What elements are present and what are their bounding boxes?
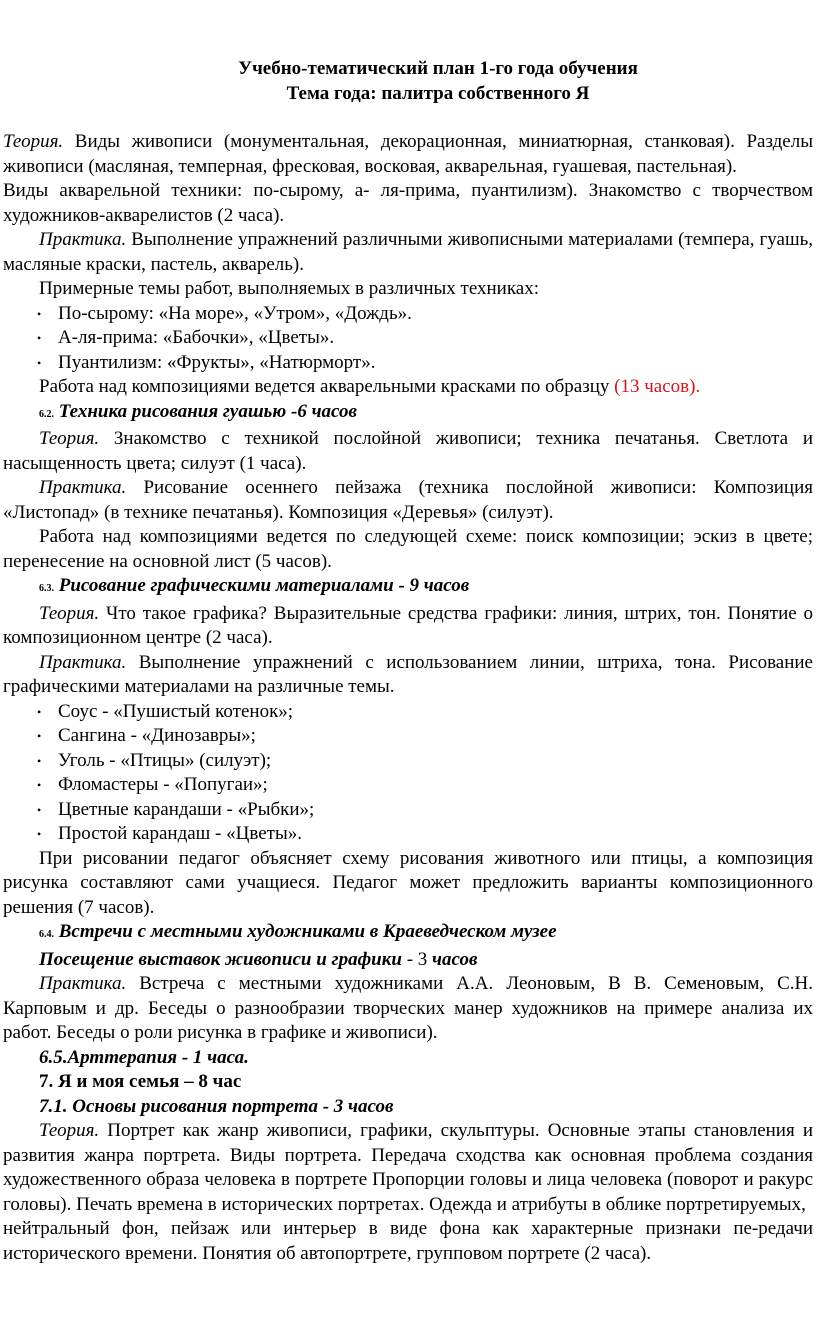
theory-paragraph (3, 1119, 813, 1217)
list-item: • Пуантилизм: «Фрукты», «Натюрморт». (3, 351, 813, 376)
page-subtitle: Тема года: палитра собственного Я (286, 83, 590, 104)
practice-paragraph (3, 651, 813, 700)
practice-label: Практика. (39, 651, 127, 673)
subheading-text: Посещение выставок живописи и графики (39, 948, 402, 970)
work-paragraph (3, 375, 813, 400)
section-heading-7: 7. Я и моя семья – 8 час (39, 1071, 242, 1092)
section-heading-6-4 (3, 920, 813, 948)
section-number: 6.4. (39, 929, 54, 940)
list-item: • Фломастеры - «Попугаи»; (3, 773, 813, 798)
theory-paragraph (3, 130, 813, 179)
section-heading-6-3 (3, 574, 813, 602)
watercolor-paragraph: Виды акварельной техники: по-сырому, а- ля-прима, пуантилизм). Знакомство с творчеством художников-акварелистов (2 часа). (3, 180, 813, 226)
theory-label: Теория. (39, 602, 100, 624)
theory-text: Что такое графика? Выразительные средства графики: линия, штрих, тон. Понятие о композиционном центре (2 часа). (3, 602, 813, 648)
section-subheading (3, 948, 813, 973)
theory-paragraph (3, 602, 813, 651)
theory-label: Теория. (39, 428, 100, 449)
theory-text: Портрет как жанр живописи, графики, скульптуры. Основные этапы становления и развития жанра портрета. Виды портрета. Передача сходства как основная проблема создания художественного образа человека в портрете Пропорции головы и лица человека (поворот и ракурс головы). Печать времена в исторических портретах. Одежда и атрибуты в облике портретируемых, (3, 1120, 813, 1215)
spacer (3, 106, 813, 130)
section-title: Рисование графическими материалами - 9 часов (54, 575, 470, 596)
section-number: 6.2. (39, 408, 54, 420)
list-item: • Простой карандаш - «Цветы». (3, 822, 813, 847)
theory-label: Теория. (3, 131, 64, 152)
practice-paragraph (3, 972, 813, 1046)
materials-list (3, 700, 813, 847)
list-item: • Цветные карандаши - «Рыбки»; (3, 798, 813, 823)
section-heading-6-5: 6.5.Арттерапия - 1 часа. (39, 1046, 249, 1068)
list-item: • Соус - «Пушистый котенок»; (3, 700, 813, 725)
list-item: • Уголь - «Птицы» (силуэт); (3, 749, 813, 774)
list-item: • Сангина - «Динозавры»; (3, 724, 813, 749)
practice-text: Рисование осеннего пейзажа (техника послойной живописи: Композиция «Листопад» (в технике печатанья). Композиция «Деревья» (силуэт). (3, 477, 813, 523)
section-title: Встречи с местными художниками в Краеведческом музее (54, 921, 557, 942)
list-item: • А-ля-прима: «Бабочки», «Цветы». (3, 326, 813, 351)
page-title: Учебно-тематический план 1-го года обучения (238, 58, 638, 79)
document-page (3, 56, 813, 1266)
practice-text: Выполнение упражнений с использованием линии, штриха, тона. Рисование графическими материалами на различные темы. (3, 651, 813, 697)
theory-text: Знакомство с техникой послойной живописи; техника печатанья. Светлота и насыщенность цвета; силуэт (1 часа). (3, 428, 813, 474)
practice-label: Практика. (39, 229, 127, 250)
work-hours: (13 часов). (614, 376, 701, 397)
list-item: • По-сырому: «На море», «Утром», «Дождь». (3, 302, 813, 327)
practice-label: Практика. (39, 477, 127, 498)
work-paragraph: При рисовании педагог объясняет схему рисования животного или птицы, а композиция рисунка составляют сами учащиеся. Педагог может предложить варианты композиционного решения (7 часов). (3, 847, 813, 918)
practice-text: Выполнение упражнений различными живописными материалами (темпера, гуашь, масляные краски, пастель, акварель). (3, 229, 813, 275)
continuation-paragraph: нейтральный фон, пейзаж или интерьер в виде фона как характерные признаки пе-редачи исторического времени. Понятия об автопортрете, групповом портрете (2 часа). (3, 1218, 813, 1264)
theory-paragraph (3, 427, 813, 476)
work-paragraph: Работа над композициями ведется по следующей схеме: поиск композиции; эскиз в цвете; перенесение на основной лист (5 часов). (3, 526, 813, 572)
section-heading-7-1: 7.1. Основы рисования портрета - 3 часов (39, 1095, 394, 1117)
subheading-hours: - 3 (401, 948, 433, 970)
topics-intro: Примерные темы работ, выполняемых в различных техниках: (39, 278, 540, 299)
section-heading-6-2 (3, 400, 813, 428)
practice-text: Встреча с местными художниками А.А. Леоновым, В В. Семеновым, С.Н. Карповым и др. Беседы о разнообразии творческих манер художников на примере анализа их работ. Беседы о роли рисунка в графике и живописи). (3, 973, 813, 1043)
work-text: Работа над композициями ведется акварельными красками по образцу (39, 376, 615, 397)
theory-text: Виды живописи (монументальная, декорационная, миниатюрная, станковая). Разделы живописи (масляная, темперная, фресковая, восковая, акварельная, гуашевая, пастельная). (3, 131, 813, 177)
section-number: 6.3. (39, 583, 54, 594)
topics-list (3, 302, 813, 376)
subheading-unit: часов (432, 948, 478, 970)
practice-label: Практика. (39, 973, 127, 994)
practice-paragraph (3, 476, 813, 525)
section-title: Техника рисования гуашью -6 часов (54, 400, 357, 422)
practice-paragraph (3, 228, 813, 277)
theory-label: Теория. (39, 1120, 100, 1141)
